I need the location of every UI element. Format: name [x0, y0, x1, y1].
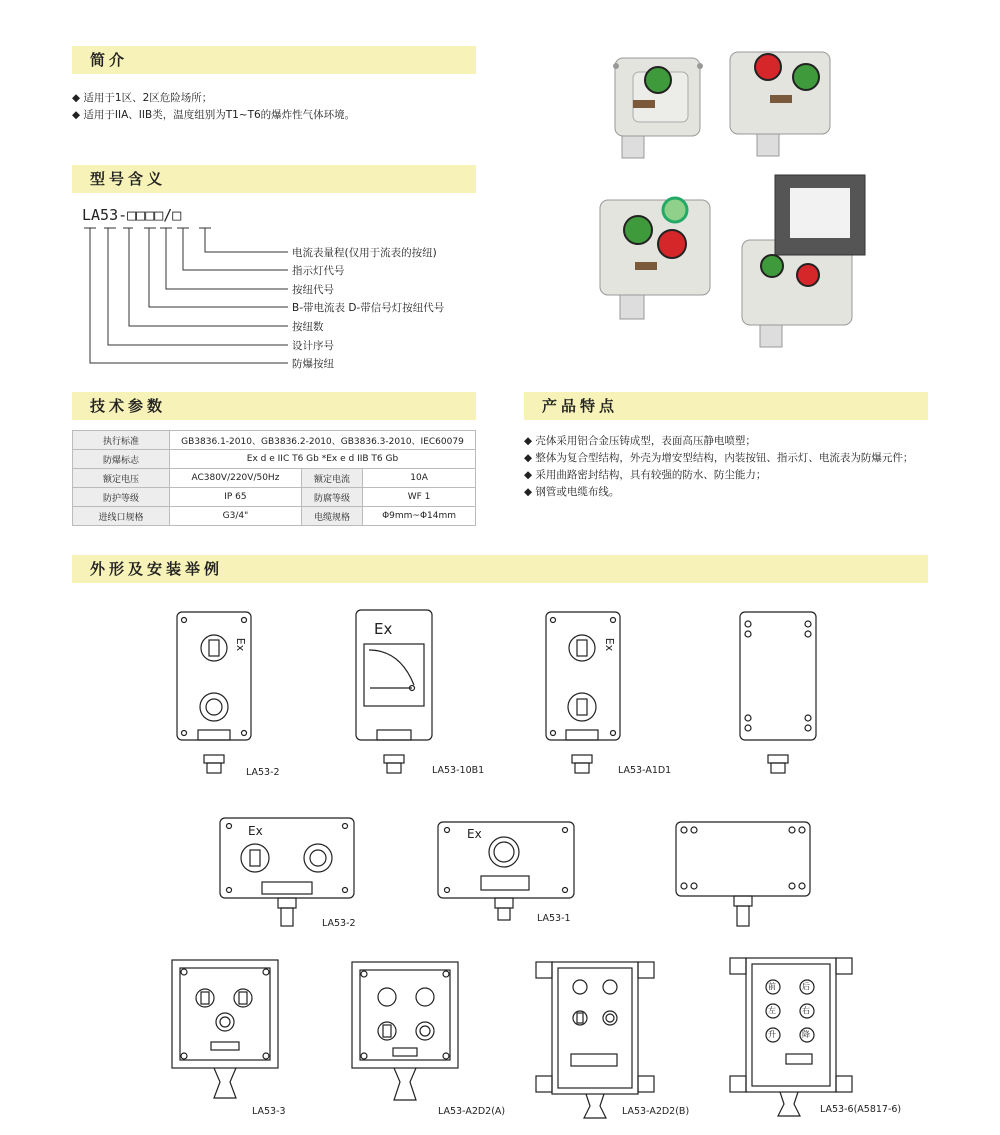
- model-explanation: 按纽数: [292, 321, 324, 333]
- list-item: ◆ 适用于IIA、IIB类，温度组别为T1~T6的爆炸性气体环境。: [72, 109, 356, 121]
- diagram-back-vertical: [740, 612, 816, 773]
- keypad-label: 升: [768, 1030, 776, 1039]
- model-explanation: 电流表量程(仅用于流表的按纽): [292, 247, 437, 259]
- diagram-caption: LA53-A1D1: [618, 765, 672, 776]
- table-row: 进线口规格 G3/4" 电缆规格 Φ9mm~Φ14mm: [73, 507, 476, 526]
- model-explanation: B-带电流表 D-带信号灯按纽代号: [292, 302, 445, 314]
- keypad-label: 后: [802, 982, 810, 991]
- ex-mark: Ex: [603, 637, 617, 652]
- intro-title: 简介: [90, 51, 129, 69]
- list-item: ◆ 采用曲路密封结构，具有较强的防水、防尘能力；: [524, 469, 767, 481]
- list-item: ◆ 适用于1区、2区危险场所；: [72, 92, 213, 104]
- model-explanation: 防爆按纽: [292, 358, 334, 370]
- ex-mark: Ex: [467, 827, 482, 841]
- model-code-lines: [84, 228, 288, 363]
- diagram-la53-10b1: [356, 610, 432, 773]
- diagram-la53-2-vertical: [177, 612, 251, 773]
- product-photo-1: [613, 58, 703, 158]
- diagram-la53-a2d2-b: [536, 962, 654, 1118]
- diagram-caption: LA53-A2D2(A): [438, 1106, 506, 1117]
- diagram-la53-1: [438, 822, 574, 920]
- list-item: ◆ 钢管或电缆布线。: [524, 486, 620, 498]
- model-code: LA53-□□□□/□: [82, 206, 182, 224]
- green-button-icon: [793, 64, 819, 90]
- diagram-la53-3: [172, 960, 278, 1098]
- keypad-label: 右: [802, 1006, 810, 1015]
- diagram-caption: LA53-10B1: [432, 765, 485, 776]
- diagram-caption: LA53-6(A5817-6): [820, 1104, 902, 1115]
- indicator-lamp-icon: [663, 198, 687, 222]
- ex-mark: Ex: [248, 824, 263, 838]
- keypad-label: 降: [802, 1030, 810, 1039]
- keypad-label: 左: [768, 1006, 776, 1015]
- red-button-icon: [658, 230, 686, 258]
- diagram-caption: LA53-1: [537, 913, 571, 924]
- green-button-icon: [645, 67, 671, 93]
- list-item: ◆ 整体为复合型结构，外壳为增安型结构，内装按钮、指示灯、电流表为防爆元件；: [524, 452, 914, 464]
- table-row: 额定电压 AC380V/220V/50Hz 额定电流 10A: [73, 469, 476, 488]
- model-explanation: 指示灯代号: [292, 265, 345, 277]
- ex-mark: Ex: [374, 620, 393, 638]
- diagram-caption: LA53-3: [252, 1106, 286, 1117]
- product-photo-2: [730, 52, 830, 156]
- tech-title: 技术参数: [90, 397, 167, 415]
- diagram-la53-2-horizontal: [220, 818, 354, 926]
- diagram-caption: LA53-2: [322, 918, 356, 929]
- diagram-la53-a2d2-a: [352, 962, 458, 1100]
- table-row: 执行标准 GB3836.1-2010、GB3836.2-2010、GB3836.3-2010、IEC60079: [73, 431, 476, 450]
- model-explanation: 设计序号: [292, 340, 334, 352]
- product-photo-3: [600, 198, 710, 319]
- install-title: 外形及安装举例: [90, 560, 224, 578]
- diagram-la53-6: [730, 958, 852, 1116]
- table-row: 防爆标志 Ex d e IIC T6 Gb *Ex e d IIB T6 Gb: [73, 450, 476, 469]
- product-photo-4: [742, 175, 865, 347]
- list-item: ◆ 壳体采用铝合金压铸成型，表面高压静电喷塑；: [524, 435, 756, 447]
- keypad-label: 前: [768, 982, 776, 991]
- diagram-caption: LA53-2: [246, 767, 280, 778]
- table-row: 防护等级 IP 65 防腐等级 WF 1: [73, 488, 476, 507]
- diagram-caption: LA53-A2D2(B): [622, 1106, 690, 1117]
- features-title: 产品特点: [542, 397, 619, 415]
- diagram-la53-a1d1: [546, 612, 620, 773]
- model-explanation: 按纽代号: [292, 284, 334, 296]
- diagram-back-horizontal: [676, 822, 810, 926]
- green-button-icon: [624, 216, 652, 244]
- red-button-icon: [755, 54, 781, 80]
- ex-mark: Ex: [234, 637, 248, 652]
- model-title: 型号含义: [90, 170, 167, 188]
